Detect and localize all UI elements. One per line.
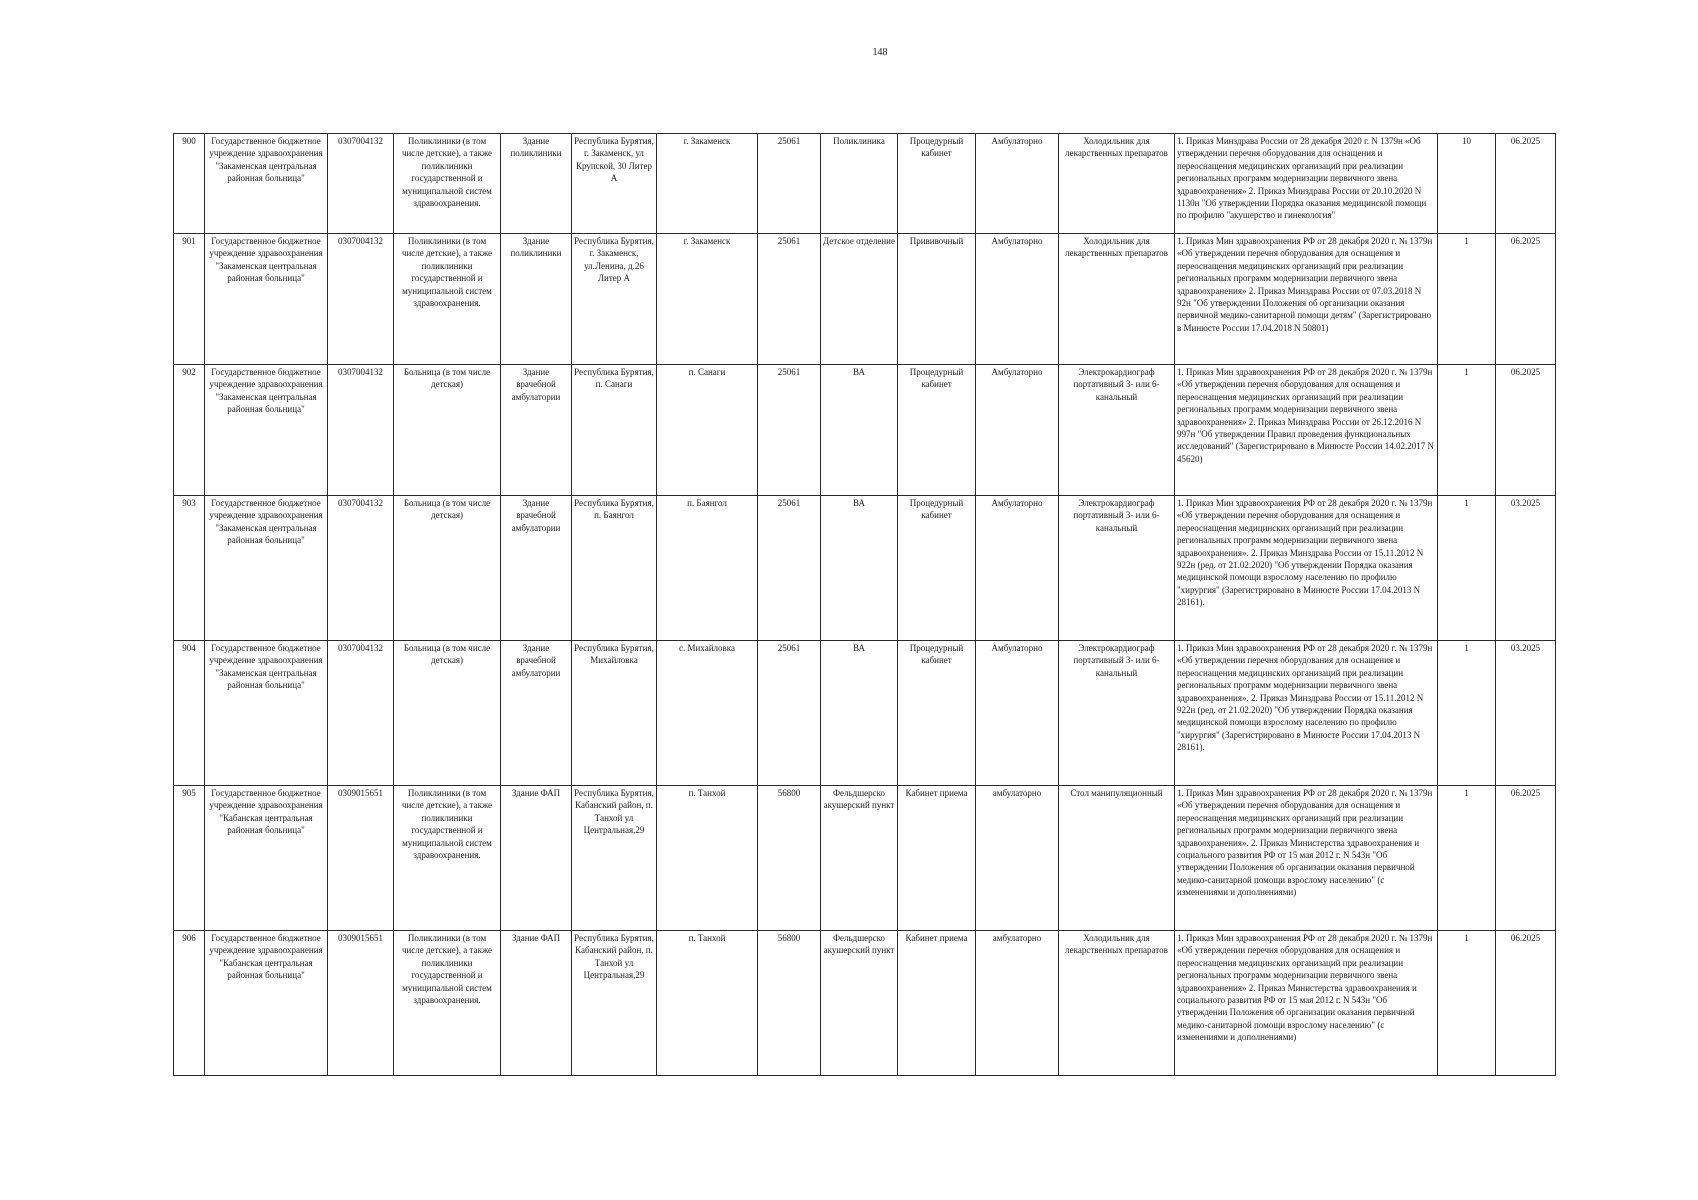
locality-cell: п. Баянгол [657,496,758,641]
facility-type-cell: Больница (в том числе детская) [394,365,501,496]
row-number-cell: 906 [174,931,205,1076]
row-number-cell: 902 [174,365,205,496]
care-mode-cell: Амбулаторно [976,365,1059,496]
care-mode-cell: амбулаторно [976,931,1059,1076]
organization-cell: Государственное бюджетное учреждение здравоохранения "Закаменская центральная районная больница" [205,496,328,641]
oktmo-cell: 25061 [758,496,821,641]
address-cell: Республика Бурятия, г. Закаменск, ул.Ленина, д.26 Литер А [572,234,657,365]
building-cell: Здание ФАП [501,786,572,931]
equipment-registry-table [173,133,1556,1076]
quantity-cell: 1 [1438,641,1496,786]
room-cell: Процедурный кабинет [898,496,976,641]
table-row [174,786,1556,931]
quantity-cell: 1 [1438,234,1496,365]
legal-basis-cell: 1. Приказ Минздрава России от 28 декабря 2020 г. N 1379н «Об утверждении перечня оборудования для оснащения и переоснащения медицинских организаций при реализации региональных программ модернизации первичного звена здравоохранения» 2. Приказ Минздрава России от 20.10.2020 N 1130н "Об утверждении Порядка оказания медицинской помощи по профилю "акушерство и гинекология" [1175,134,1438,234]
oktmo-cell: 56800 [758,931,821,1076]
division-cell: Фельдшерско акушерский пункт [821,931,898,1076]
table-row [174,641,1556,786]
division-cell: Детское отделение [821,234,898,365]
oktmo-cell: 25061 [758,641,821,786]
building-cell: Здание врачебной амбулатории [501,641,572,786]
address-cell: Республика Бурятия, Михайловка [572,641,657,786]
org-code-cell: 0307004132 [328,496,394,641]
equipment-cell: Стол манипуляционный [1059,786,1175,931]
address-cell: Республика Бурятия, Кабанский район, п. Танхой ул Центральная,29 [572,786,657,931]
building-cell: Здание поликлиники [501,134,572,234]
date-cell: 06.2025 [1496,234,1556,365]
building-cell: Здание поликлиники [501,234,572,365]
row-number-cell: 901 [174,234,205,365]
facility-type-cell: Больница (в том числе детская) [394,641,501,786]
building-cell: Здание врачебной амбулатории [501,496,572,641]
equipment-cell: Холодильник для лекарственных препаратов [1059,234,1175,365]
division-cell: Поликлиника [821,134,898,234]
date-cell: 06.2025 [1496,931,1556,1076]
care-mode-cell: Амбулаторно [976,234,1059,365]
oktmo-cell: 25061 [758,365,821,496]
division-cell: ВА [821,496,898,641]
org-code-cell: 0307004132 [328,234,394,365]
organization-cell: Государственное бюджетное учреждение здравоохранения "Закаменская центральная районная больница" [205,234,328,365]
room-cell: Процедурный кабинет [898,641,976,786]
org-code-cell: 0309015651 [328,931,394,1076]
locality-cell: с. Михайловка [657,641,758,786]
table-row [174,234,1556,365]
facility-type-cell: Поликлиники (в том числе детские), а также поликлиники государственной и муниципальной систем здравоохранения. [394,234,501,365]
table-row [174,496,1556,641]
quantity-cell: 1 [1438,931,1496,1076]
organization-cell: Государственное бюджетное учреждение здравоохранения "Закаменская центральная районная больница" [205,134,328,234]
care-mode-cell: Амбулаторно [976,641,1059,786]
address-cell: Республика Бурятия, г. Закаменск, ул Крупской, 30 Литер А [572,134,657,234]
locality-cell: п. Танхой [657,786,758,931]
room-cell: Кабинет приема [898,786,976,931]
division-cell: Фельдшерско акушерский пункт [821,786,898,931]
address-cell: Республика Бурятия, Кабанский район, п. Танхой ул Центральная,29 [572,931,657,1076]
org-code-cell: 0309015651 [328,786,394,931]
facility-type-cell: Поликлиники (в том числе детские), а также поликлиники государственной и муниципальной систем здравоохранения. [394,786,501,931]
room-cell: Процедурный кабинет [898,365,976,496]
org-code-cell: 0307004132 [328,365,394,496]
division-cell: ВА [821,365,898,496]
row-number-cell: 900 [174,134,205,234]
quantity-cell: 1 [1438,786,1496,931]
organization-cell: Государственное бюджетное учреждение здравоохранения "Кабанская центральная районная больница" [205,931,328,1076]
address-cell: Республика Бурятия, п. Санаги [572,365,657,496]
table-row [174,365,1556,496]
table-row [174,134,1556,234]
facility-type-cell: Поликлиники (в том числе детские), а также поликлиники государственной и муниципальной систем здравоохранения. [394,134,501,234]
row-number-cell: 905 [174,786,205,931]
legal-basis-cell: 1. Приказ Мин здравоохранения РФ от 28 декабря 2020 г. № 1379н «Об утверждении перечня оборудования для оснащения и переоснащения медицинских организаций при реализации региональных программ модернизации первичного звена здравоохранения» 2. Приказ Минздрава России от 26.12.2016 N 997н "Об утверждении Правил проведения функциональных исследований" (Зарегистрировано в Минюсте России 14.02.2017 N 45620) [1175,365,1438,496]
date-cell: 06.2025 [1496,134,1556,234]
org-code-cell: 0307004132 [328,641,394,786]
equipment-cell: Электрокардиограф портативный 3- или 6-канальный [1059,496,1175,641]
page-number: 148 [872,47,888,58]
oktmo-cell: 25061 [758,234,821,365]
room-cell: Кабинет приема [898,931,976,1076]
organization-cell: Государственное бюджетное учреждение здравоохранения "Закаменская центральная районная больница" [205,641,328,786]
legal-basis-cell: 1. Приказ Мин здравоохранения РФ от 28 декабря 2020 г. № 1379н «Об утверждении перечня оборудования для оснащения и переоснащения медицинских организаций при реализации региональных программ модернизации первичного звена здравоохранения» 2. Приказ Министерства здравоохранения и социального развития РФ от 15 мая 2012 г. N 543н "Об утверждении Положения об организации оказания первичной медико-санитарной помощи взрослому населению" (с изменениями и дополнениями) [1175,931,1438,1076]
quantity-cell: 1 [1438,365,1496,496]
date-cell: 03.2025 [1496,641,1556,786]
organization-cell: Государственное бюджетное учреждение здравоохранения "Закаменская центральная районная больница" [205,365,328,496]
date-cell: 03.2025 [1496,496,1556,641]
organization-cell: Государственное бюджетное учреждение здравоохранения "Кабанская центральная районная больница" [205,786,328,931]
legal-basis-cell: 1. Приказ Мин здравоохранения РФ от 28 декабря 2020 г. № 1379н «Об утверждении перечня оборудования для оснащения и переоснащения медицинских организаций при реализации региональных программ модернизации первичного звена здравоохранения» 2. Приказ Минздрава России от 07.03.2018 N 92н "Об утверждении Положения об организации оказания первичной медико-санитарной помощи детям" (Зарегистрировано в Минюсте России 17.04.2018 N 50801) [1175,234,1438,365]
org-code-cell: 0307004132 [328,134,394,234]
locality-cell: г. Закаменск [657,134,758,234]
locality-cell: п. Танхой [657,931,758,1076]
address-cell: Республика Бурятия, п. Баянгол [572,496,657,641]
facility-type-cell: Поликлиники (в том числе детские), а также поликлиники государственной и муниципальной систем здравоохранения. [394,931,501,1076]
date-cell: 06.2025 [1496,365,1556,496]
care-mode-cell: Амбулаторно [976,496,1059,641]
building-cell: Здание врачебной амбулатории [501,365,572,496]
quantity-cell: 10 [1438,134,1496,234]
legal-basis-cell: 1. Приказ Мин здравоохранения РФ от 28 декабря 2020 г. № 1379н «Об утверждении перечня оборудования для оснащения и переоснащения медицинских организаций при реализации региональных программ модернизации первичного звена здравоохранения». 2. Приказ Министерства здравоохранения и социального развития РФ от 15 мая 2012 г. N 543н "Об утверждении Положения об организации оказания первичной медико-санитарной помощи взрослому населению" (с изменениями и дополнениями) [1175,786,1438,931]
building-cell: Здание ФАП [501,931,572,1076]
equipment-cell: Холодильник для лекарственных препаратов [1059,134,1175,234]
room-cell: Процедурный кабинет [898,134,976,234]
table-row [174,931,1556,1076]
legal-basis-cell: 1. Приказ Мин здравоохранения РФ от 28 декабря 2020 г. № 1379н «Об утверждении перечня оборудования для оснащения и переоснащения медицинских организаций при реализации региональных программ модернизации первичного звена здравоохранения». 2. Приказ Минздрава России от 15.11.2012 N 922н (ред. от 21.02.2020) "Об утверждении Порядка оказания медицинской помощи взрослому населению по профилю "хирургия" (Зарегистрировано в Минюсте России 17.04.2013 N 28161). [1175,496,1438,641]
oktmo-cell: 25061 [758,134,821,234]
equipment-cell: Холодильник для лекарственных препаратов [1059,931,1175,1076]
oktmo-cell: 56800 [758,786,821,931]
care-mode-cell: амбулаторно [976,786,1059,931]
equipment-cell: Электрокардиограф портативный 3- или 6-канальный [1059,365,1175,496]
quantity-cell: 1 [1438,496,1496,641]
care-mode-cell: Амбулаторно [976,134,1059,234]
row-number-cell: 903 [174,496,205,641]
division-cell: ВА [821,641,898,786]
date-cell: 06.2025 [1496,786,1556,931]
locality-cell: п. Санаги [657,365,758,496]
room-cell: Прививочный [898,234,976,365]
legal-basis-cell: 1. Приказ Мин здравоохранения РФ от 28 декабря 2020 г. № 1379н «Об утверждении перечня оборудования для оснащения и переоснащения медицинских организаций при реализации региональных программ модернизации первичного звена здравоохранения». 2. Приказ Минздрава России от 15.11.2012 N 922н (ред. от 21.02.2020) "Об утверждении Порядка оказания медицинской помощи взрослому населению по профилю "хирургия" (Зарегистрировано в Минюсте России 17.04.2013 N 28161). [1175,641,1438,786]
locality-cell: г. Закаменск [657,234,758,365]
equipment-cell: Электрокардиограф портативный 3- или 6-канальный [1059,641,1175,786]
row-number-cell: 904 [174,641,205,786]
facility-type-cell: Больница (в том числе детская) [394,496,501,641]
